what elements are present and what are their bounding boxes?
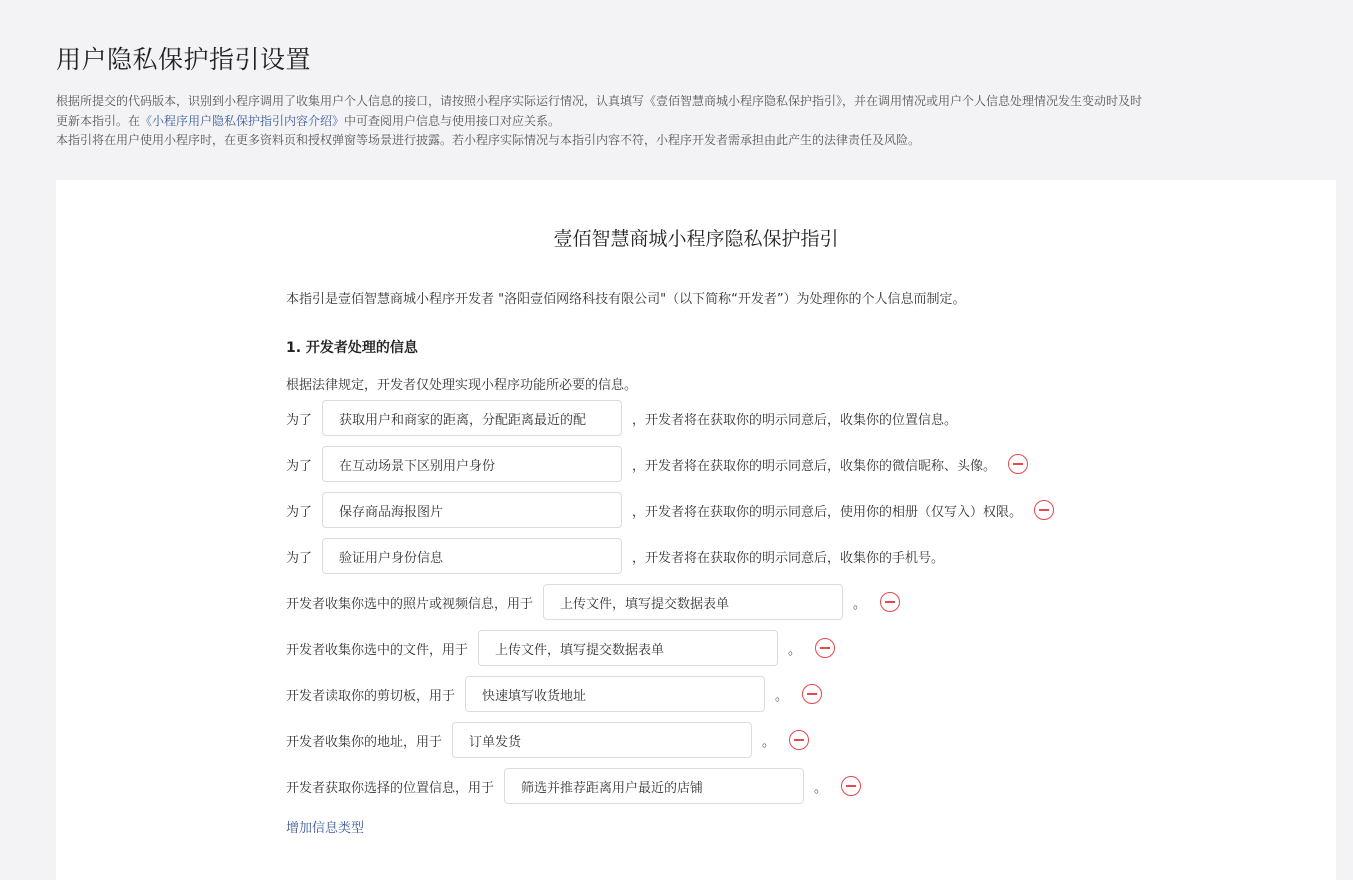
row-suffix: ，开发者将在获取你的明示同意后，使用你的相册（仅写入）权限。	[632, 504, 1023, 520]
row-prefix: 为了	[286, 412, 313, 428]
intro-line-2-post: 中可查阅用户信息与使用接口对应关系。	[344, 113, 561, 128]
purpose-input-album[interactable]	[322, 492, 622, 528]
info-row-album	[286, 492, 1054, 528]
remove-icon[interactable]	[815, 638, 835, 658]
row-suffix: 。	[853, 596, 867, 612]
row-prefix: 为了	[286, 550, 313, 566]
add-info-type-link[interactable]: 增加信息类型	[286, 821, 365, 836]
purpose-input-address[interactable]	[452, 722, 752, 758]
purpose-input-nickname-avatar[interactable]	[322, 446, 622, 482]
purpose-input-chosen-location[interactable]	[504, 768, 804, 804]
remove-icon[interactable]	[880, 592, 900, 612]
purpose-input-file[interactable]	[478, 630, 778, 666]
row-prefix: 开发者收集你的地址，用于	[286, 734, 443, 750]
guide-title: 壹佰智慧商城小程序隐私保护指引	[553, 228, 839, 250]
row-suffix: ，开发者将在获取你的明示同意后，收集你的手机号。	[632, 550, 945, 566]
row-prefix: 开发者收集你选中的照片或视频信息，用于	[286, 596, 534, 612]
row-prefix: 开发者获取你选择的位置信息，用于	[286, 780, 495, 796]
row-suffix: 。	[775, 688, 789, 704]
intro-line-1: 根据所提交的代码版本，识别到小程序调用了收集用户个人信息的接口，请按照小程序实际运行情况，认真填写《壹佰智慧商城小程序隐私保护指引》，并在调用情况或用户个人信息处理情况发生变动时及时	[56, 94, 1143, 108]
info-row-nickname-avatar	[286, 446, 1028, 482]
remove-icon[interactable]	[789, 730, 809, 750]
row-suffix: ，开发者将在获取你的明示同意后，收集你的位置信息。	[632, 412, 958, 428]
info-row-location	[286, 400, 957, 436]
info-row-file	[286, 630, 835, 666]
row-prefix: 开发者收集你选中的文件，用于	[286, 642, 469, 658]
row-prefix: 开发者读取你的剪切板，用于	[286, 688, 456, 704]
purpose-input-phone[interactable]	[322, 538, 622, 574]
row-suffix: 。	[814, 780, 828, 796]
purpose-input-location[interactable]	[322, 400, 622, 436]
purpose-input-clipboard[interactable]	[465, 676, 765, 712]
remove-icon[interactable]	[841, 776, 861, 796]
info-row-photo-video	[286, 584, 900, 620]
row-suffix: 。	[762, 734, 776, 750]
info-row-clipboard	[286, 676, 822, 712]
row-suffix: 。	[788, 642, 802, 658]
row-prefix: 为了	[286, 458, 313, 474]
info-row-chosen-location	[286, 768, 861, 804]
purpose-input-photo-video[interactable]	[543, 584, 843, 620]
privacy-guide-card	[56, 180, 1336, 880]
remove-icon[interactable]	[1034, 500, 1054, 520]
intro-line-2-pre: 更新本指引。在	[56, 113, 141, 128]
intro-line-3: 本指引将在用户使用小程序时，在更多资料页和授权弹窗等场景进行披露。若小程序实际情况与本指引内容不符，小程序开发者需承担由此产生的法律责任及风险。	[56, 133, 921, 147]
remove-icon[interactable]	[1008, 454, 1028, 474]
section-1-desc: 根据法律规定，开发者仅处理实现小程序功能所必要的信息。	[286, 378, 638, 393]
page-title: 用户隐私保护指引设置	[56, 45, 312, 74]
content-guide-link[interactable]: 《小程序用户隐私保护指引内容介绍》	[140, 113, 345, 128]
info-row-phone	[286, 538, 944, 574]
intro-text	[56, 92, 1306, 151]
row-suffix: ，开发者将在获取你的明示同意后，收集你的微信昵称、头像。	[632, 458, 997, 474]
remove-icon[interactable]	[802, 684, 822, 704]
intro-line-2	[56, 112, 1306, 132]
info-row-address	[286, 722, 809, 758]
guide-intro: 本指引是壹佰智慧商城小程序开发者 "洛阳壹佰网络科技有限公司"（以下简称“开发者”）为处理你的个人信息而制定。	[286, 292, 966, 307]
section-1-title: 1. 开发者处理的信息	[286, 340, 418, 356]
row-prefix: 为了	[286, 504, 313, 520]
